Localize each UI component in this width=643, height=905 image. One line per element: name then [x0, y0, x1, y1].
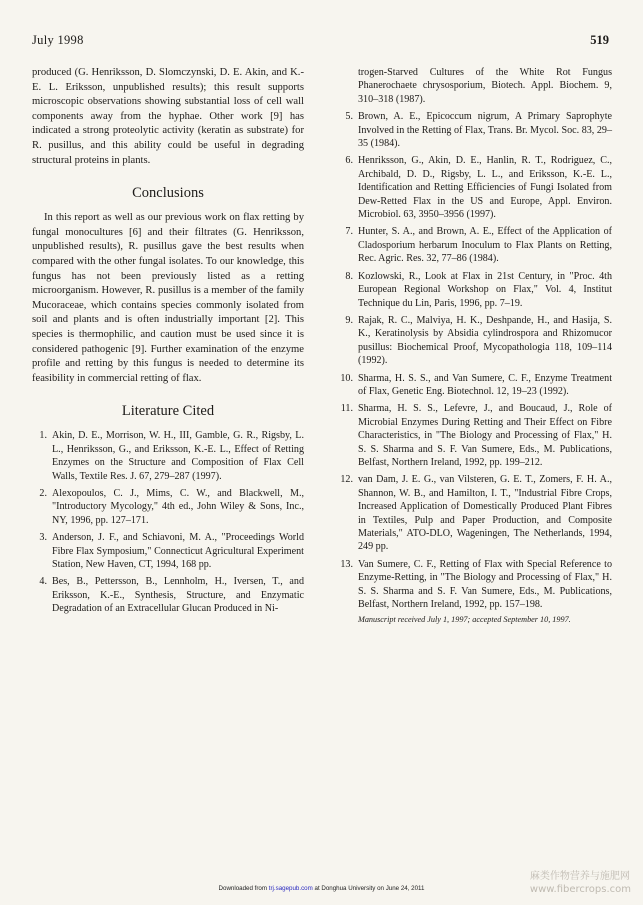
reference-item: 6. Henriksson, G., Akin, D. E., Hanlin, R. T., Rodriguez, C., Archibald, D. D., Rigsby, L. L., and Eriksson, K.-E. L., Identification and Retting Efficiencies of Fungi Isolated from Dew-Retted Flax in the US and Europe, Appl. Environ. Microbiol. 63, 3950–3956 (1997). — [345, 155, 612, 221]
reference-item: 7. Hunter, S. A., and Brown, A. E., Effect of the Application of Cladosporium herbarum Inoculum to Flax Plants on Retting, Rec. Agric. Res. 32, 77–86 (1984). — [345, 226, 612, 265]
reference-item: 13. Van Sumere, C. F., Retting of Flax with Special Reference to Enzyme-Retting, in "The Biology and Processing of Flax," H. S. S. Sharma and S. F. Van Sumere, Eds., M. Publications, Belfast, Northern Ireland, 1992, pp. 157–198. — [340, 558, 612, 611]
reference-item: 11. Sharma, H. S. S., Lefevre, J., and Boucaud, J., Role of Microbial Enzymes During Retting and Their Effect on Fibre Characteristics, in "The Biology and Processing of Flax," H. S. S. Sharma and S. F. Van Sumere, Eds., M. Publications, Belfast, Northern Ireland, 1992, pp. 199–212. — [340, 403, 612, 468]
left-column — [32, 66, 304, 620]
site-watermark: 麻类作物营养与施肥网 www.fibercrops.com — [529, 871, 631, 895]
reference-item: 3. Anderson, J. F., and Schiavoni, M. A., "Proceedings World Fibre Flax Symposium," Connecticut Agricultural Experiment Station, New Haven, CT, 1994, 168 pp. — [39, 532, 304, 570]
reference-item: 9. Rajak, R. C., Malviya, H. K., Deshpande, H., and Hasija, S. K., Keratinolysis by Absidia cylindrospora and Rhizomucor pusillus: Biochemical Proof, Mycopathologia 118, 109–114 (1992). — [345, 314, 612, 367]
conclusions-paragraph: In this report as well as our previous work on flax retting by fungal monocultures [6] and their filtrates (G. Henriksson, unpublished results), R. pusillus gave the best results when compared with the other fungal isolates. To our knowledge, this fungus has not been previously listed as a retting microorganism. However, R. pusillus is a member of the family Mucoraceae, which contains species commonly isolated from soil and plants and is often industrially important [2]. This species is thermophilic, and caution must be used since it is considered pathogenic [9]. Further examination of the enzyme profile and retting by this fungus is needed to determine its feasibility in commercial retting of flax. — [32, 212, 304, 384]
literature-cited-heading: Literature Cited — [121, 403, 215, 420]
continuation-paragraph: produced (G. Henriksson, D. Slomczynski, D. E. Akin, and K.-E. L. Eriksson, unpublished results); this result supports microscopic observations showing substantial loss of cell wall components away from the hyphae. Other work [9] has indicated a strong proteolytic activity (keratin as substrate) for R. pusillus, and this ability could be useful in degrading structural proteins in plants. — [32, 67, 304, 166]
download-footer: Downloaded from trj.sagepub.com at Donghua University on June 24, 2011 — [218, 885, 425, 892]
page-number: 519 — [590, 33, 609, 47]
manuscript-received-note: Manuscript received July 1, 1997; accepted September 10, 1997. — [358, 615, 571, 625]
reference-item: 8. Kozlowski, R., Look at Flax in 21st Century, in "Proc. 4th European Regional Workshop on Flax," Vol. 4, Institut Technique du Lin, Paris, 1996, pp. 7–19. — [345, 270, 612, 309]
running-header-date: July 1998 — [32, 33, 84, 47]
reference-item: 2. Alexopoulos, C. J., Mims, C. W., and Blackwell, M., "Introductory Mycology," 4th ed., John Wiley & Sons, Inc., NY, 1996, pp. 127–171. — [39, 487, 304, 526]
reference-continuation: trogen-Starved Cultures of the White Rot Fungus Phanerochaete chrysosporium, Biotech. Appl. Biochem. 9, 310–318 (1987). — [358, 67, 612, 105]
reference-list-right — [336, 66, 612, 611]
download-source-link[interactable]: trj.sagepub.com — [268, 885, 313, 892]
reference-item: 4. Bes, B., Pettersson, B., Lennholm, H., Iversen, T., and Eriksson, K.-E., Synthesis, Structure, and Enzymatic Degradation of an Extracellular Glucan Produced in Ni- — [39, 576, 304, 615]
reference-item: 12. van Dam, J. E. G., van Vilsteren, G. E. T., Zomers, F. H. A., Shannon, W. B., and Hamilton, I. T., "Industrial Fibre Crops, Increased Application of Domestically Produced Plant Fibres in Textiles, Pulp and Paper Production, and Composite Materials," ATO-DLO, Wageningen, The Netherlands, 1994, 249 pp. — [340, 474, 612, 553]
right-column — [336, 66, 612, 624]
conclusions-heading: Conclusions — [132, 185, 204, 202]
reference-item: 10. Sharma, H. S. S., and Van Sumere, C. F., Enzyme Treatment of Flax, Genetic Eng. Biotechnol. 12, 19–23 (1992). — [340, 372, 612, 397]
reference-item: 5. Brown, A. E., Epicoccum nigrum, A Primary Saprophyte Involved in the Retting of Flax, Trans. Br. Mycol. Soc. 83, 29–35 (1984). — [345, 111, 612, 150]
reference-list-left — [32, 429, 304, 615]
reference-item: 1. Akin, D. E., Morrison, W. H., III, Gamble, G. R., Rigsby, L. L., Henriksson, G., and Eriksson, K.-E. L., Effect of Retting Enzymes on the Structure and Composition of Flax Cell Walls, Textile Res. J. 67, 279–287 (1997). — [39, 430, 304, 482]
